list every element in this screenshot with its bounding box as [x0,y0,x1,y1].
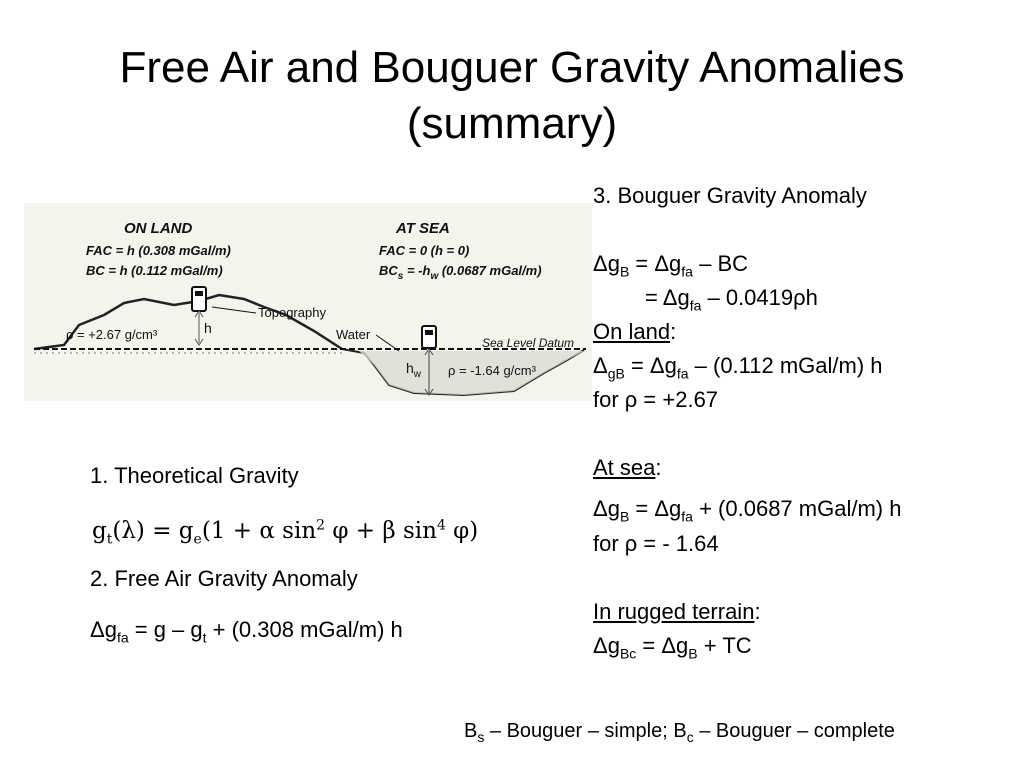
bouguer-eq-sea: $\Delta g_B = \Delta g_{fa} + (0.0687$ mGal/m) h [593,496,902,525]
rugged-terrain-heading: In rugged terrain: [593,599,761,624]
bcs-sea-label: $BC_s = -h_w$ (0.0687 mGal/m) [379,263,542,282]
title-line-2: (summary) [406,99,618,148]
hw-label: $h_w$ [406,360,422,380]
bouguer-anomaly-heading: 3. Bouguer Gravity Anomaly [593,183,867,208]
bc-land-label: BC = h (0.112 mGal/m) [86,263,223,278]
on-land-label: ON LAND [124,220,193,237]
gravity-diagram [24,203,592,401]
topography-label: Topography [258,305,326,320]
water-label: Water [336,327,371,342]
at-sea-label: AT SEA [396,220,450,237]
theoretical-gravity-formula: $g_t(\lambda) = g_e(1 + \alpha$ $\sin^2 \varphi + \beta$ $\sin^4 \varphi$) [92,517,479,548]
at-sea-heading: At sea: [593,455,662,480]
rho-sea-label: ρ = -1.64 g/cm³ [448,363,536,378]
footer-note: $B_s$ – Bouguer – simple; $B_c$ – Bouguer – complete [464,720,895,745]
bouguer-eq-rugged: $\Delta g_{Bc} = \Delta g_B$ + TC [593,633,752,662]
gravity-diagram-svg [24,203,592,401]
for-sea-density: for ρ = - 1.64 [593,531,719,556]
fac-land-label: FAC = h (0.308 mGal/m) [86,243,231,258]
on-land-heading: On land: [593,319,677,344]
for-land-density: for ρ = +2.67 [593,387,719,412]
rho-land-label: ρ = +2.67 g/cm³ [66,327,158,342]
free-air-anomaly-heading: 2. Free Air Gravity Anomaly [90,566,358,591]
bouguer-eq-1: $\Delta g_B = \Delta g_{fa}$ – BC [593,251,749,280]
bouguer-eq-land: $\Delta_{gB} = \Delta g_{fa} - (0.112$ mGal/m) h [593,353,883,382]
free-air-anomaly-formula: $\Delta g_{fa} = g - g_t + (0.308$ mGal/m) h [90,617,403,646]
title-line-1: Free Air and Bouguer Gravity Anomalies [119,43,905,92]
sea-level-datum-label: Sea Level Datum [482,336,575,350]
bouguer-eq-2: = $\Delta g_{fa} - 0.0419\rho h$ [645,285,818,314]
theoretical-gravity-heading: 1. Theoretical Gravity [90,463,299,488]
h-label: h [204,320,212,336]
fac-sea-label: FAC = 0 (h = 0) [379,243,470,258]
slide-title [0,40,1024,152]
